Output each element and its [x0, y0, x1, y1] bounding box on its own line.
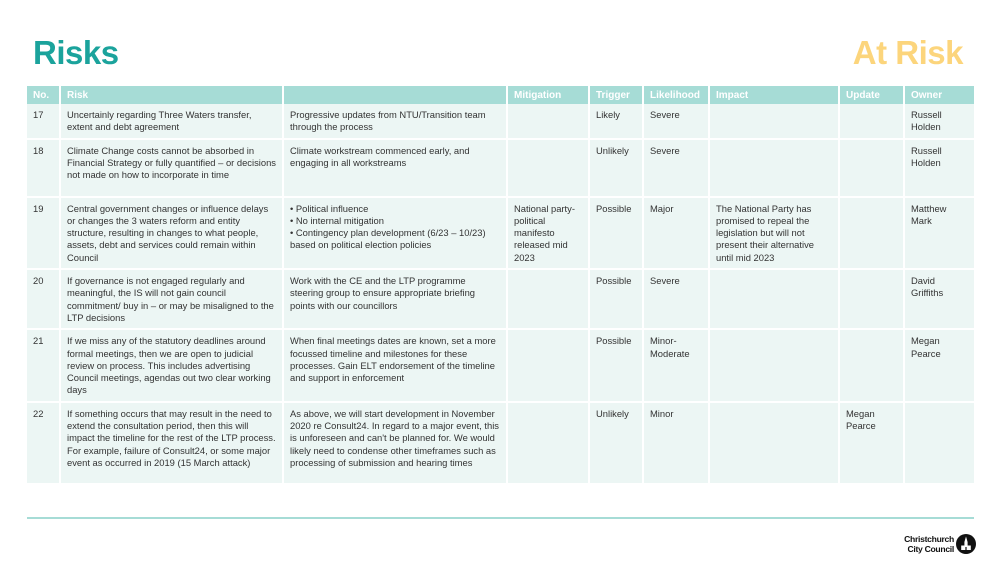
col-header-trigger: Trigger — [589, 86, 643, 104]
col-header-detail — [283, 86, 507, 104]
cell-owner: David Griffiths — [904, 269, 974, 329]
footer-divider — [27, 517, 974, 519]
cell-risk: Climate Change costs cannot be absorbed in Financial Strategy or fully quantified – or decisions not made on how to incorporate in time — [60, 139, 283, 197]
cell-impact — [709, 329, 839, 401]
risk-table — [27, 86, 974, 485]
cell-likelihood: Severe — [643, 104, 709, 139]
cell-owner: Russell Holden — [904, 104, 974, 139]
cell-detail: Work with the CE and the LTP programme steering group to ensure appropriate briefing points with our councillors — [283, 269, 507, 329]
cell-owner: Matthew Mark — [904, 197, 974, 269]
cell-risk: If governance is not engaged regularly and meaningful, the IS will not gain council commitment/ buy in – or may be misaligned to the LTP decisions — [60, 269, 283, 329]
cell-risk: If something occurs that may result in the need to extend the consultation period, then this will impact the timeline for the rest of the LTP process. For example, failure of Consult24, or some major event as occurred in 2019 (15 March attack) — [60, 402, 283, 484]
cell-risk: If we miss any of the statutory deadlines around formal meetings, then we are open to judicial review on process. This includes advertising Council meetings, agendas out two clear working days — [60, 329, 283, 401]
cathedral-icon — [956, 534, 976, 554]
cell-owner — [904, 402, 974, 484]
cell-likelihood: Severe — [643, 269, 709, 329]
cell-impact — [709, 104, 839, 139]
table-row — [27, 197, 974, 269]
cell-trigger: Likely — [589, 104, 643, 139]
cell-detail: As above, we will start development in November 2020 re Consult24. In regard to a major event, this is unforeseen and can't be planned for. We would likely need to condense other timeframes such as processing of submission and hearing times — [283, 402, 507, 484]
col-header-likelihood: Likelihood — [643, 86, 709, 104]
bullet-item: • No internal mitigation — [290, 215, 500, 227]
col-header-owner: Owner — [904, 86, 974, 104]
cell-trigger: Possible — [589, 269, 643, 329]
cell-detail — [283, 197, 507, 269]
cell-mitigation — [507, 269, 589, 329]
cell-update — [839, 197, 904, 269]
col-header-impact: Impact — [709, 86, 839, 104]
cell-update: Megan Pearce — [839, 402, 904, 484]
cell-impact: The National Party has promised to repeal the legislation but will not present their alternative until mid 2023 — [709, 197, 839, 269]
table-row — [27, 329, 974, 401]
mitigation-bullet-list — [290, 203, 500, 252]
cell-update — [839, 139, 904, 197]
cell-no: 17 — [27, 104, 60, 139]
cell-likelihood: Major — [643, 197, 709, 269]
cell-mitigation — [507, 402, 589, 484]
col-header-no: No. — [27, 86, 60, 104]
logo-line-1: Christchurch — [904, 534, 954, 544]
cell-trigger: Unlikely — [589, 402, 643, 484]
cell-no: 19 — [27, 197, 60, 269]
cell-detail: When final meetings dates are known, set a more focussed timeline and milestones for these processes. Gain ELT endorsement of the timeline and support in enforcement — [283, 329, 507, 401]
cell-impact — [709, 139, 839, 197]
cell-owner: Megan Pearce — [904, 329, 974, 401]
logo-wordmark — [894, 534, 954, 554]
cell-impact — [709, 402, 839, 484]
cell-likelihood: Minor — [643, 402, 709, 484]
cell-likelihood: Minor-Moderate — [643, 329, 709, 401]
cell-update — [839, 329, 904, 401]
cell-mitigation: National party- political manifesto released mid 2023 — [507, 197, 589, 269]
logo-line-2: City Council — [907, 544, 954, 554]
cell-mitigation — [507, 104, 589, 139]
table-row — [27, 104, 974, 139]
cell-impact — [709, 269, 839, 329]
council-logo — [894, 534, 976, 554]
col-header-mitigation: Mitigation — [507, 86, 589, 104]
table-row — [27, 139, 974, 197]
cell-owner: Russell Holden — [904, 139, 974, 197]
cell-trigger: Unlikely — [589, 139, 643, 197]
cell-no: 22 — [27, 402, 60, 484]
cell-detail: Progressive updates from NTU/Transition team through the process — [283, 104, 507, 139]
cell-update — [839, 104, 904, 139]
col-header-update: Update — [839, 86, 904, 104]
cell-trigger: Possible — [589, 329, 643, 401]
col-header-risk: Risk — [60, 86, 283, 104]
cell-update — [839, 269, 904, 329]
cell-mitigation — [507, 329, 589, 401]
bullet-item: • Political influence — [290, 203, 500, 215]
table-header — [27, 86, 974, 104]
cell-risk: Central government changes or influence delays or changes the 3 waters reform and entity structure, resulting in changes to what people, assets, debt and services could remain within Council — [60, 197, 283, 269]
page-title: Risks — [33, 34, 119, 71]
cell-trigger: Possible — [589, 197, 643, 269]
cell-risk: Uncertainly regarding Three Waters transfer, extent and debt agreement — [60, 104, 283, 139]
cell-no: 20 — [27, 269, 60, 329]
table-row — [27, 402, 974, 484]
cell-mitigation — [507, 139, 589, 197]
table-row — [27, 269, 974, 329]
cell-no: 18 — [27, 139, 60, 197]
bullet-item: • Contingency plan development (6/23 – 10/23) based on political election policies — [290, 227, 500, 252]
cell-detail: Climate workstream commenced early, and engaging in all workstreams — [283, 139, 507, 197]
cell-likelihood: Severe — [643, 139, 709, 197]
status-label: At Risk — [852, 34, 963, 71]
cell-no: 21 — [27, 329, 60, 401]
